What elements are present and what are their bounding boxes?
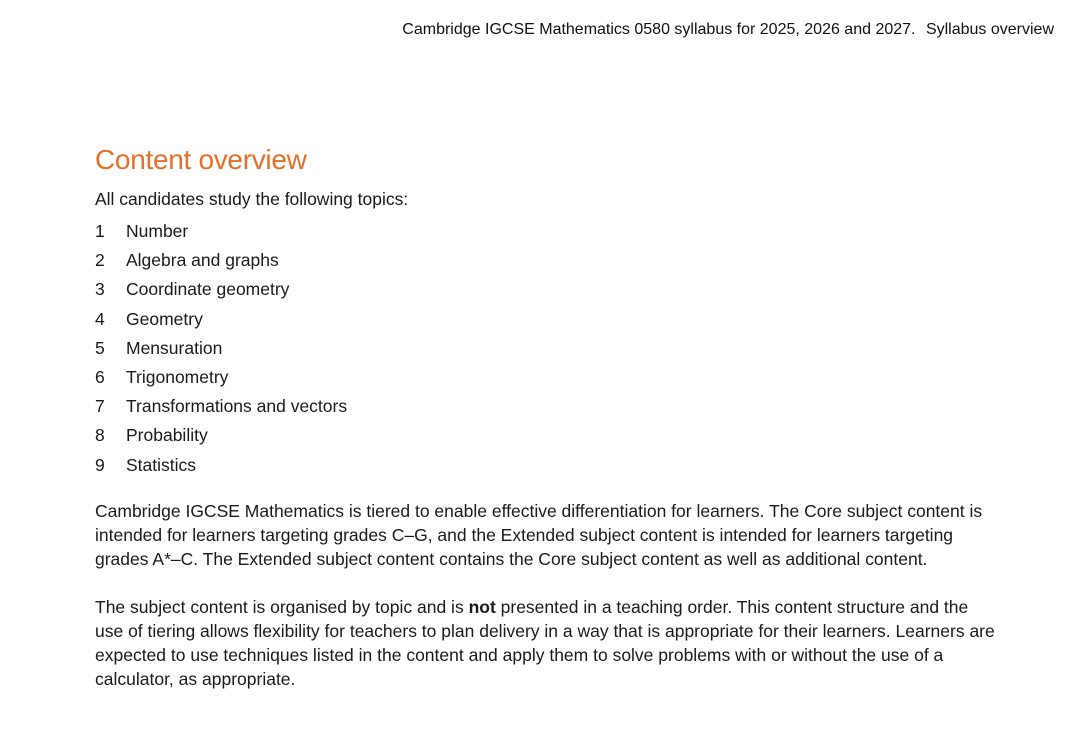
list-item bbox=[95, 366, 995, 395]
topic-label: Number bbox=[126, 221, 189, 241]
topic-number: 6 bbox=[95, 366, 105, 387]
content-structure-paragraph bbox=[95, 595, 995, 691]
topic-number: 2 bbox=[95, 250, 105, 271]
topic-number: 9 bbox=[95, 454, 105, 475]
topic-number: 8 bbox=[95, 425, 105, 446]
topic-label: Probability bbox=[126, 425, 208, 446]
paragraph-bold-word: not bbox=[468, 596, 496, 617]
topic-number: 4 bbox=[95, 308, 105, 329]
topic-number: 3 bbox=[95, 279, 105, 300]
list-item bbox=[95, 278, 995, 307]
intro-text: All candidates study the following topics: bbox=[95, 189, 409, 209]
topic-number: 5 bbox=[95, 337, 105, 358]
tiering-paragraph: Cambridge IGCSE Mathematics is tiered to enable effective differentiation for learners. The Core subject content is intended for learners targeting grades C–G, and the Extended subject content is intended for learners targeting grades A*–C. The Extended subject content contains the Core subject content as well as additional content. bbox=[95, 500, 983, 569]
list-item bbox=[95, 249, 995, 278]
paragraph-text-after: presented in a teaching order. This content structure and the use of tiering allows flexibility for teachers to plan delivery in a way that is appropriate for their learners. Learners are expected to use techniques listed in the content and apply them to solve problems with or without the use of a calculator, as appropriate. bbox=[95, 596, 995, 689]
list-item bbox=[95, 395, 995, 424]
list-item bbox=[95, 424, 995, 453]
list-item bbox=[95, 308, 995, 337]
list-item bbox=[95, 220, 995, 249]
topic-label: Statistics bbox=[126, 454, 197, 475]
topic-label: Geometry bbox=[126, 308, 203, 329]
list-item bbox=[95, 454, 995, 483]
topic-label: Mensuration bbox=[126, 337, 223, 358]
topic-label: Transformations and vectors bbox=[126, 396, 348, 417]
running-header bbox=[402, 20, 1054, 40]
section-name: Syllabus overview bbox=[925, 21, 1054, 38]
topic-label: Algebra and graphs bbox=[126, 250, 279, 271]
topic-label: Coordinate geometry bbox=[126, 279, 290, 300]
topic-list bbox=[95, 220, 995, 483]
document-title: Cambridge IGCSE Mathematics 0580 syllabus for 2025, 2026 and 2027. bbox=[402, 21, 916, 38]
main-content bbox=[95, 142, 995, 691]
topic-number: 1 bbox=[95, 221, 105, 241]
topic-number: 7 bbox=[95, 396, 105, 417]
topic-label: Trigonometry bbox=[126, 366, 229, 387]
page-title: Content overview bbox=[95, 144, 307, 175]
list-item bbox=[95, 337, 995, 366]
paragraph-text-before: The subject content is organised by topic and is bbox=[95, 596, 469, 617]
